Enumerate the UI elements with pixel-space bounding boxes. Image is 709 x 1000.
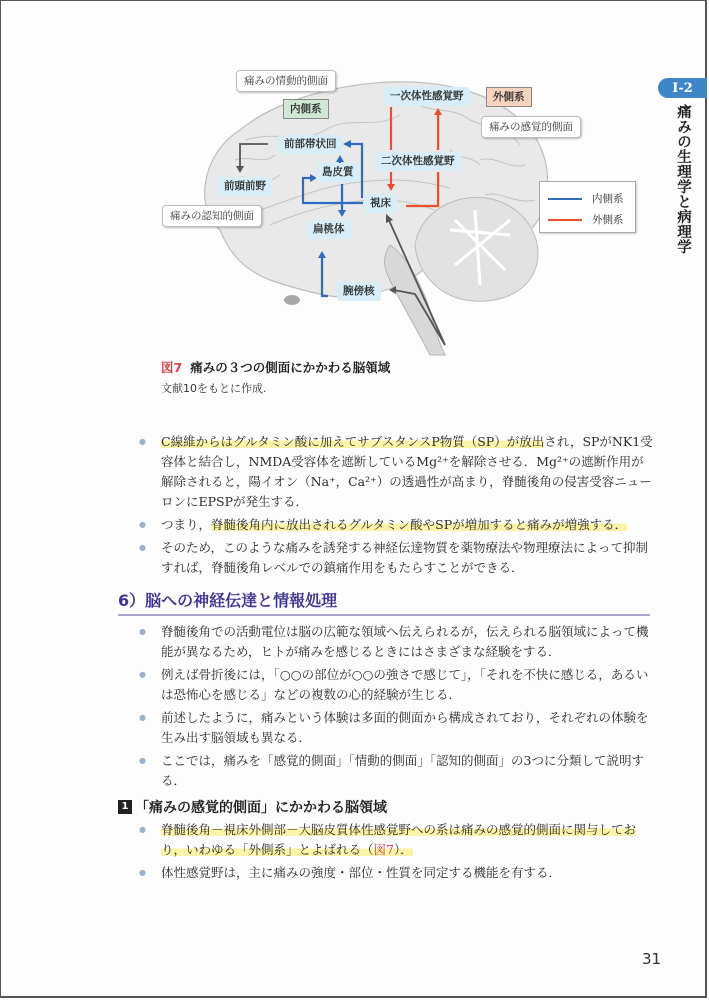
bullet-lateral-system	[150, 820, 655, 860]
figure-legend	[539, 181, 636, 233]
bullet-section-3: ● 前述したように，痛みという体験は多面的側面から構成されており，それぞれの体験を生み出す脳領域も異なる．	[150, 708, 655, 748]
node-secondary-somatosensory: 二次体性感覚野	[375, 152, 461, 171]
legend-label-lateral: 外側系	[592, 214, 624, 226]
chapter-tab	[658, 78, 707, 98]
node-amygdala: 扁桃体	[307, 220, 351, 239]
legend-line-medial	[548, 198, 582, 200]
bullet-section-4: ● ここでは，痛みを「感覚的側面」「情動的側面」「認知的側面」の3つに分類して説明する．	[150, 751, 655, 791]
subsection-number: 1	[118, 800, 132, 814]
legend-label-medial: 内側系	[592, 193, 624, 205]
node-thalamus: 視床	[364, 194, 397, 213]
chapter-title: 痛みの生理学と病理学	[675, 104, 691, 254]
figure-reference-link[interactable]: 図7	[373, 842, 394, 857]
figure-source: 文献10をもとに作成.	[161, 382, 267, 395]
bullet-text: つまり，	[161, 517, 212, 532]
structure-dot	[284, 295, 300, 305]
legend-item-lateral	[548, 212, 624, 227]
section-heading: 6）脳への神経伝達と情報処理	[118, 588, 650, 616]
chapter-number: I-2	[672, 80, 693, 96]
body-text	[118, 432, 655, 886]
legend-item-medial	[548, 191, 624, 206]
bullet-text: そのため，このような痛みを誘発する神経伝達物質を薬物療法や物理療法によって抑制すれば，脊髄後角レベルでの鎮痛作用をもたらすことができる．	[161, 540, 649, 575]
page-number: 31	[642, 950, 662, 968]
highlight-text-end: ）．	[393, 842, 413, 857]
subsection-heading	[118, 797, 655, 817]
node-prefrontal: 前頭前野	[218, 177, 272, 196]
brain-figure	[150, 60, 640, 360]
tag-medial-system: 内側系	[283, 99, 329, 119]
callout-cognitive: 痛みの認知的側面	[162, 205, 262, 227]
tag-lateral-system: 外側系	[486, 87, 532, 107]
bullet-text: され，SPがNK1受容体と結合し，NMDA受容体を遮断しているMg²⁺を解除させる．Mg²⁺の遮断作用が解除されると，陽イオン（Na⁺，Ca²⁺）の透過性が高まり，脊髄後角の侵害受容ニューロンにEPSPが発生する．	[161, 434, 653, 509]
node-primary-somatosensory: 一次体性感覚野	[384, 87, 470, 106]
callout-sensory: 痛みの感覚的側面	[481, 116, 581, 138]
bullet-somatosensory: ● 体性感覚野は，主に痛みの強度・部位・性質を同定する機能を有する．	[150, 863, 655, 883]
legend-line-lateral	[548, 219, 582, 221]
bullet-section-1: ● 脊髄後角での活動電位は脳の広範な領域へ伝えられるが，伝えられる脳領域によって機能が異なるため，ヒトが痛みを感じるときにはさまざまな経験をする．	[150, 622, 655, 662]
subsection-title: 「痛みの感覚的側面」にかかわる脳領域	[135, 800, 387, 816]
highlight-text: 脊髄後角－視床外側部－大脳皮質体性感覚野への系は痛みの感覚的側面に関与しており，いわゆる「外側系」とよばれる（	[161, 822, 637, 857]
bullet-pain-enhance	[150, 515, 655, 535]
callout-emotional: 痛みの情動的側面	[236, 70, 336, 92]
highlight-text: 脊髄後角内に放出されるグルタミン酸やSPが増加すると痛みが増強する．	[211, 517, 628, 532]
bullet-analgesia	[150, 538, 655, 578]
bullet-section-2: ● 例えば骨折後には，「○○の部位が○○の強さで感じて」，「それを不快に感じる，あるいは恐怖心を感じる」などの複数の心的経験が生じる．	[150, 665, 655, 705]
figure-title: 痛みの３つの側面にかかわる脳領域	[190, 360, 391, 375]
highlight-text: C線維からはグルタミン酸に加えてサブスタンスP物質（SP）が放出	[161, 434, 545, 449]
node-insula: 島皮質	[316, 163, 360, 182]
figure-caption	[161, 358, 390, 396]
figure-number: 図7	[161, 360, 183, 375]
node-parabrachial: 腕傍核	[337, 282, 381, 301]
node-anterior-cingulate: 前部帯状回	[278, 135, 343, 154]
bullet-glutamate-sp	[150, 432, 655, 512]
